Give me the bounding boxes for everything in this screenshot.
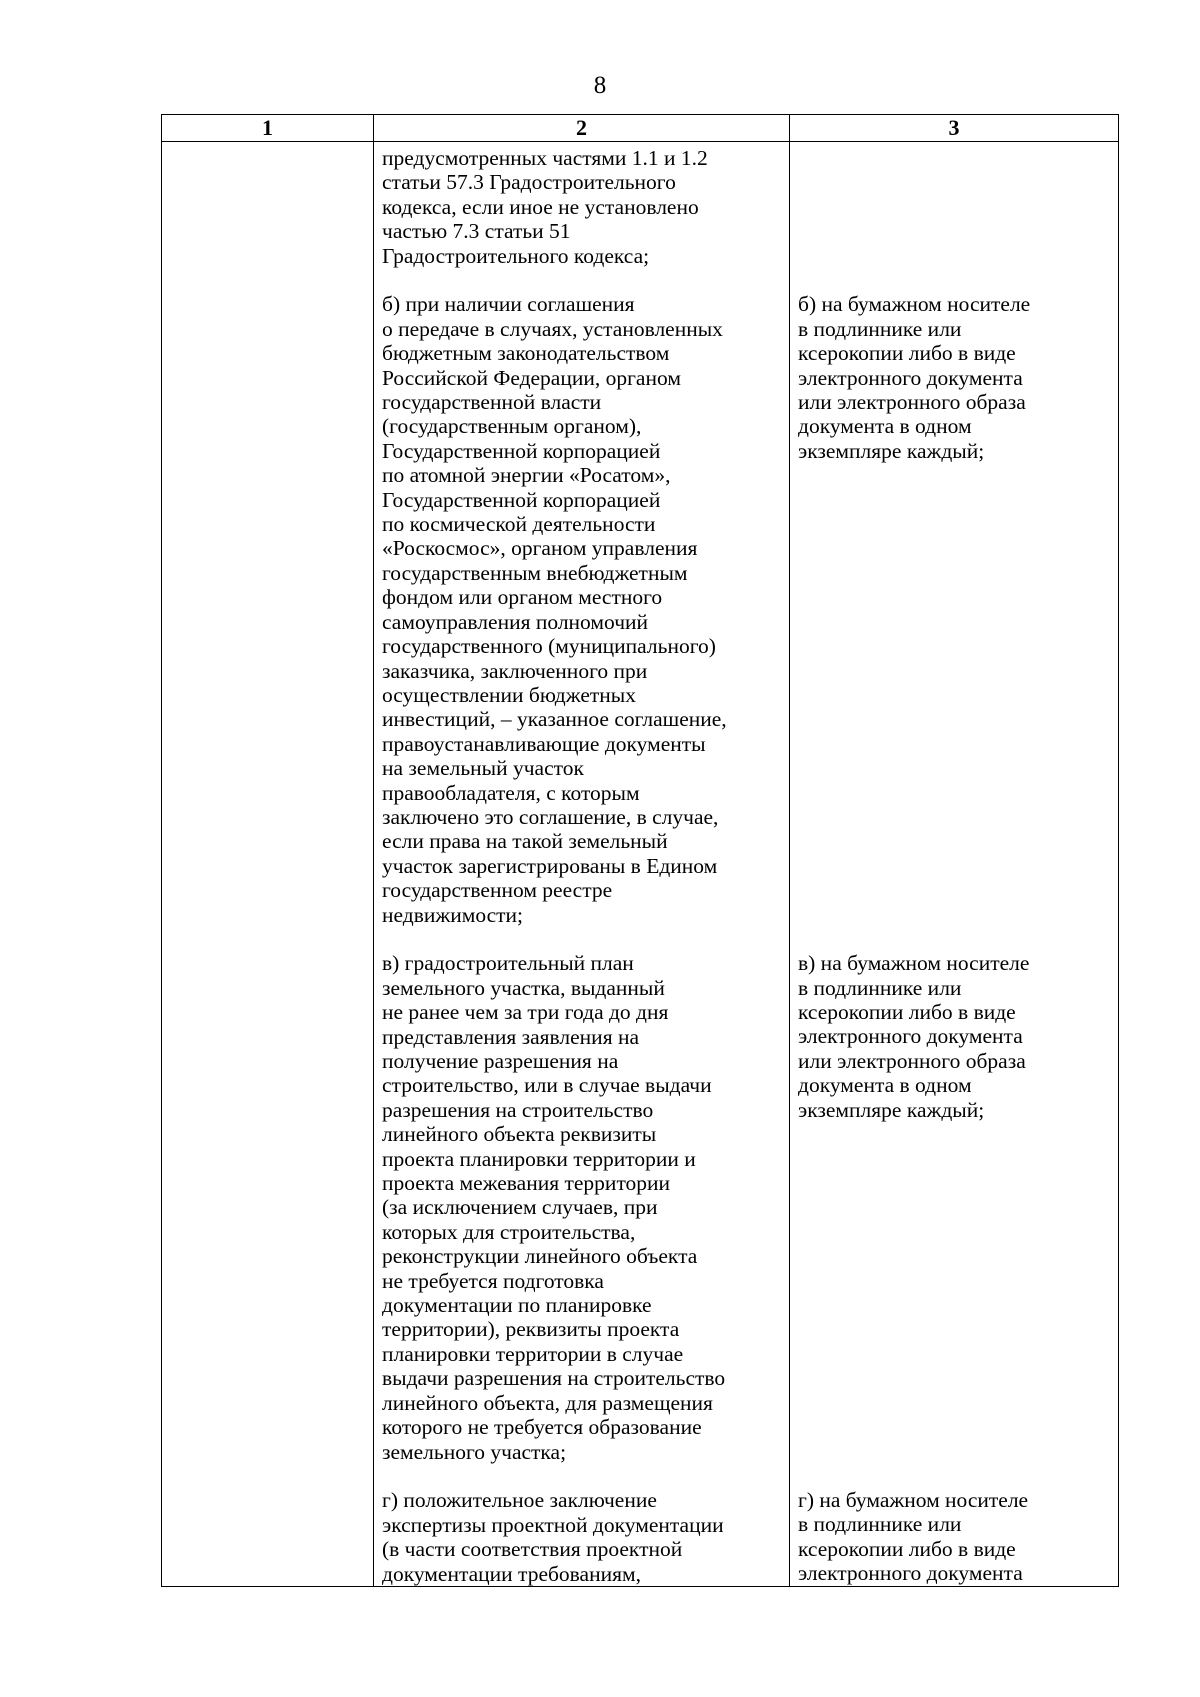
text-line: проекта межевания территории	[382, 1171, 671, 1196]
text-line: или электронного образа	[798, 1048, 1026, 1073]
paragraph-gap	[382, 927, 781, 951]
table-body-row	[162, 142, 1119, 1587]
text-line: на земельный участок	[382, 756, 584, 781]
text-line: государственного (муниципального)	[382, 634, 716, 659]
text-line: земельного участка, выданный	[382, 975, 665, 1000]
text-line: ксерокопии либо в виде	[798, 1536, 1016, 1561]
text-line: «Роскосмос», органом управления	[382, 536, 698, 561]
column-2-block	[382, 951, 781, 1464]
text-line: государственной власти	[382, 390, 602, 415]
text-line: электронного документа	[798, 365, 1023, 390]
text-line: электронного документа	[798, 1561, 1023, 1586]
column-header-2: 2	[374, 115, 790, 142]
text-line: электронного документа	[798, 1024, 1023, 1049]
text-line: если права на такой земельный	[382, 829, 668, 854]
column-3-block	[798, 1488, 1110, 1586]
paragraph-gap	[798, 927, 1110, 951]
text-line: документа в одном	[798, 414, 972, 439]
text-line: планировки территории в случае	[382, 1341, 684, 1366]
text-line: по атомной энергии «Росатом»,	[382, 463, 671, 488]
text-line: территории), реквизиты проекта	[382, 1317, 680, 1342]
text-line: заказчика, заключенного при	[382, 658, 648, 683]
text-line: правообладателя, с которым	[382, 780, 640, 805]
table-header-row	[162, 115, 1119, 142]
text-line: Государственной корпорацией	[382, 438, 661, 463]
column-3-block	[798, 951, 1110, 1463]
text-line: линейного объекта реквизиты	[382, 1122, 657, 1147]
column-3-cell	[790, 142, 1119, 1587]
text-line: г) на бумажном носителе	[798, 1488, 1029, 1513]
column-2-block	[382, 292, 781, 927]
column-3-block	[798, 292, 1110, 926]
text-line: государственном реестре	[382, 878, 613, 903]
text-line: государственным внебюджетным	[382, 560, 688, 585]
text-line: фондом или органом местного	[382, 585, 663, 610]
text-line: Российской Федерации, органом	[382, 365, 681, 390]
column-2-block	[382, 1488, 781, 1586]
text-line: б) на бумажном носителе	[798, 292, 1031, 317]
text-line: правоустанавливающие документы	[382, 731, 706, 756]
text-line: о передаче в случаях, установленных	[382, 316, 723, 341]
text-line: экспертизы проектной документации	[382, 1512, 724, 1537]
column-1-cell	[162, 142, 374, 1587]
text-line: б) при наличии соглашения	[382, 292, 635, 317]
text-line: (за исключением случаев, при	[382, 1195, 658, 1220]
text-line: экземпляре каждый;	[798, 1097, 985, 1122]
paragraph-gap	[798, 268, 1110, 292]
page-number: 8	[593, 72, 607, 99]
text-line: экземпляре каждый;	[798, 438, 985, 463]
column-header-3: 3	[790, 115, 1119, 142]
text-line: строительство, или в случае выдачи	[382, 1073, 712, 1098]
text-line: которого не требуется образование	[382, 1415, 702, 1440]
column-header-1: 1	[162, 115, 374, 142]
column-2-block	[382, 146, 781, 268]
text-line: получение разрешения на	[382, 1049, 619, 1073]
text-line: линейного объекта, для размещения	[382, 1390, 713, 1415]
text-line: или электронного образа	[798, 390, 1026, 415]
paragraph-gap	[798, 1464, 1110, 1488]
text-line: осуществлении бюджетных	[382, 682, 636, 707]
text-line: проекта планировки территории и	[382, 1146, 696, 1171]
requirements-table	[161, 114, 1119, 1587]
text-line: в подлиннике или	[798, 316, 962, 341]
text-line: по космической деятельности	[382, 512, 656, 537]
text-line: разрешения на строительство	[382, 1097, 654, 1122]
text-line: бюджетным законодательством	[382, 341, 670, 366]
text-line: ксерокопии либо в виде	[798, 341, 1016, 366]
text-line: земельного участка;	[382, 1439, 567, 1464]
text-line: предусмотренных частями 1.1 и 1.2	[382, 146, 708, 170]
text-line: которых для строительства,	[382, 1219, 636, 1244]
text-line: Государственной корпорацией	[382, 487, 661, 512]
text-line: ксерокопии либо в виде	[798, 1000, 1016, 1025]
text-line: не требуется подготовка	[382, 1268, 604, 1293]
text-line: самоуправления полномочий	[382, 609, 649, 634]
text-line: в подлиннике или	[798, 1512, 962, 1537]
text-line: в) градостроительный план	[382, 951, 634, 976]
text-line: кодекса, если иное не установлено	[382, 194, 699, 219]
text-line: (государственным органом),	[382, 414, 642, 439]
text-line: документа в одном	[798, 1073, 972, 1098]
text-line: статьи 57.3 Градостроительного	[382, 170, 676, 195]
text-line: участок зарегистрированы в Едином	[382, 853, 718, 878]
text-line: представления заявления на	[382, 1024, 640, 1049]
text-line: г) положительное заключение	[382, 1488, 657, 1513]
text-line: в подлиннике или	[798, 975, 962, 1000]
text-line: в) на бумажном носителе	[798, 951, 1030, 976]
text-line: документации по планировке	[382, 1293, 652, 1318]
text-line: Градостроительного кодекса;	[382, 243, 650, 268]
text-line: не ранее чем за три года до дня	[382, 1000, 669, 1025]
block-filler	[798, 463, 1110, 927]
column-2-cell	[374, 142, 790, 1587]
text-line: реконструкции линейного объекта	[382, 1244, 698, 1269]
text-line: (в части соответствия проектной	[382, 1537, 683, 1562]
text-line: недвижимости;	[382, 902, 524, 927]
paragraph-gap	[382, 1464, 781, 1488]
text-line: выдачи разрешения на строительство	[382, 1366, 726, 1391]
text-line: инвестиций, – указанное соглашение,	[382, 707, 727, 732]
text-line: документации требованиям,	[382, 1561, 641, 1586]
text-line: частью 7.3 статьи 51	[382, 219, 571, 244]
text-line: заключено это соглашение, в случае,	[382, 804, 719, 829]
paragraph-gap	[382, 268, 781, 292]
column-3-block	[798, 146, 1110, 268]
block-filler	[798, 1122, 1110, 1464]
